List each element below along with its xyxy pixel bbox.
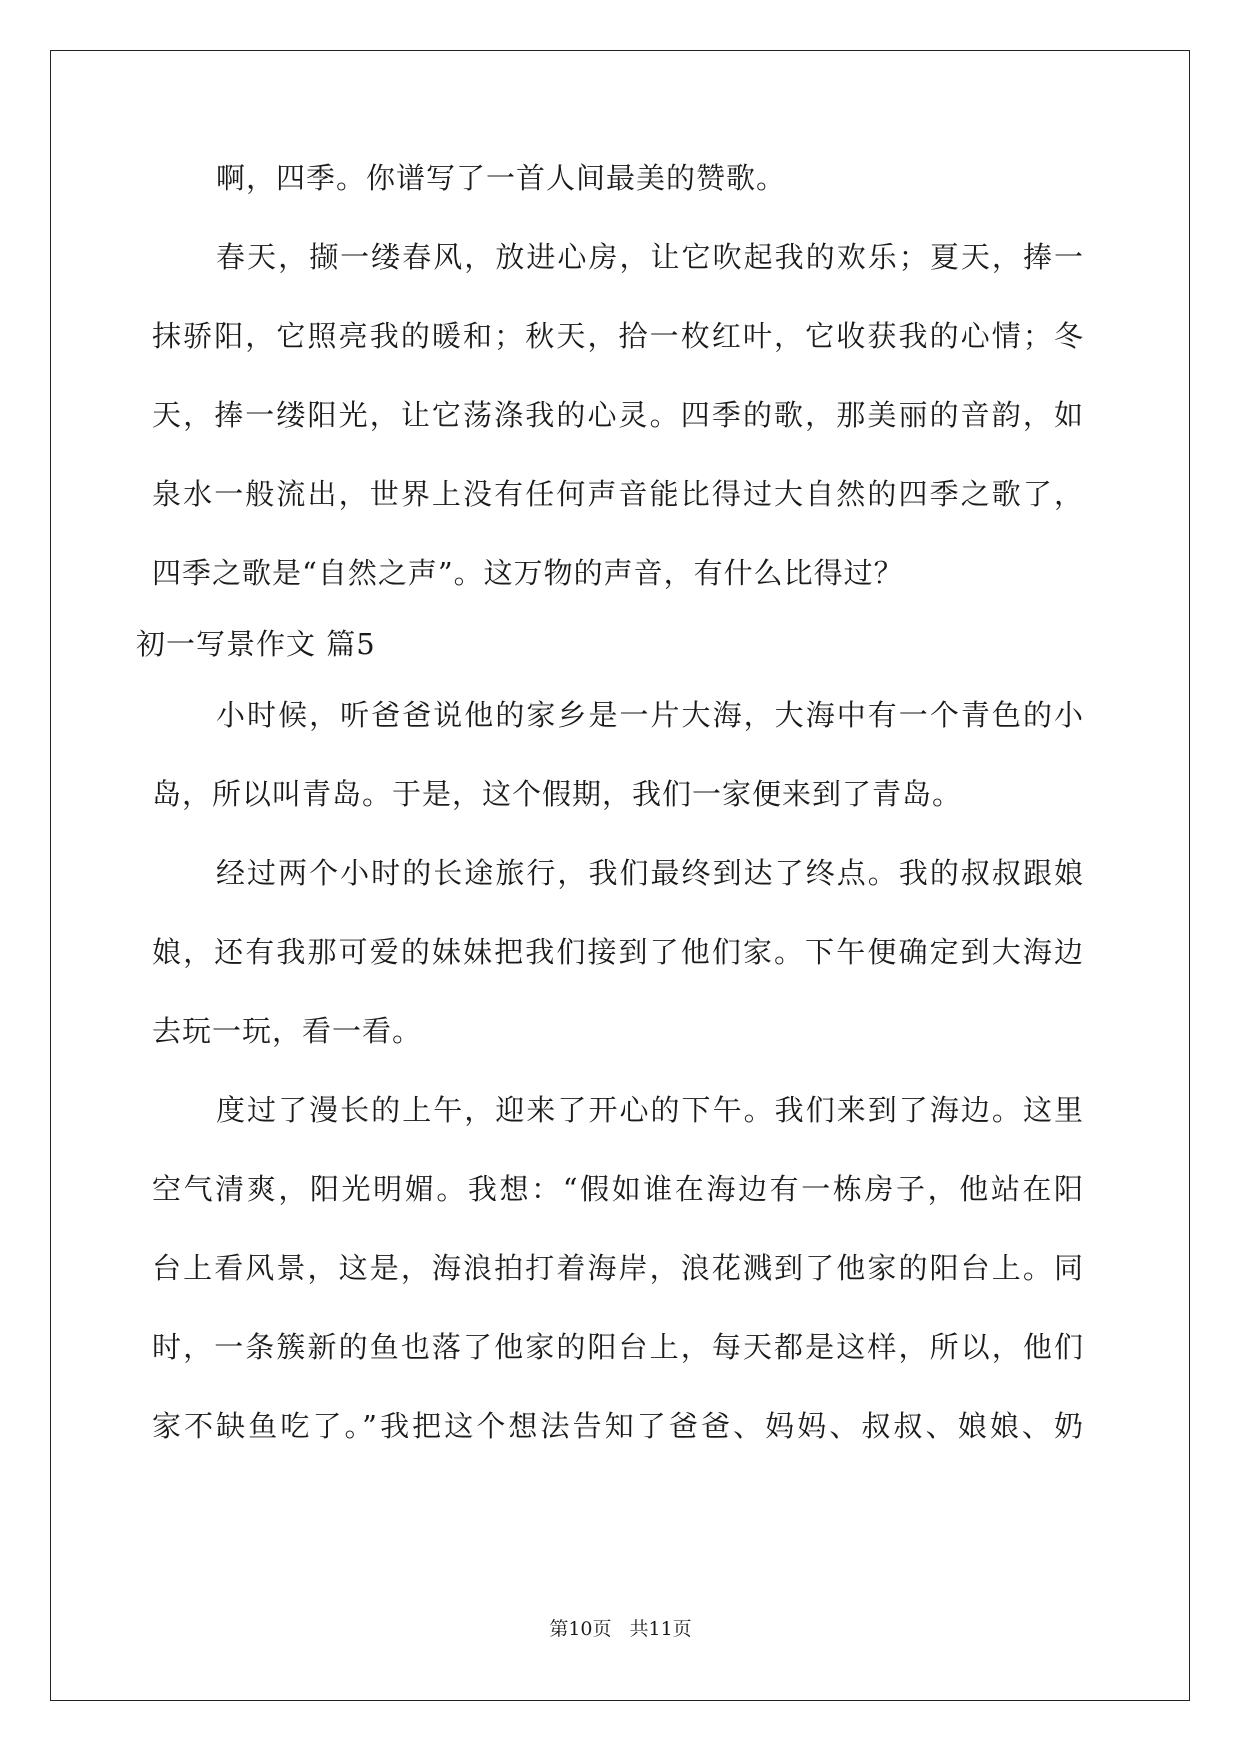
paragraph-line: 台上看风景，这是，海浪拍打着海岸，浪花溅到了他家的阳台上。同: [152, 1251, 1084, 1285]
section-heading: 初一写景作文 篇5: [136, 627, 376, 661]
paragraph-line: 空气清爽，阳光明媚。我想：“假如谁在海边有一栋房子，他站在阳: [152, 1172, 1084, 1206]
paragraph-line: 经过两个小时的长途旅行，我们最终到达了终点。我的叔叔跟娘: [216, 856, 1084, 890]
paragraph-line: 去玩一玩，看一看。: [152, 1014, 423, 1048]
paragraph-line: 时，一条簇新的鱼也落了他家的阳台上，每天都是这样，所以，他们: [152, 1330, 1084, 1364]
paragraph-line: 啊，四季。你谱写了一首人间最美的赞歌。: [216, 161, 787, 195]
paragraph-line: 四季之歌是“自然之声”。这万物的声音，有什么比得过？: [152, 556, 904, 590]
paragraph-line: 娘，还有我那可爱的妹妹把我们接到了他们家。下午便确定到大海边: [152, 935, 1084, 969]
paragraph-line: 泉水一般流出，世界上没有任何声音能比得过大自然的四季之歌了，: [152, 477, 1084, 511]
page-total: 共11页: [629, 1618, 692, 1640]
paragraph-line: 春天，撷一缕春风，放进心房，让它吹起我的欢乐；夏天，捧一: [216, 240, 1084, 274]
paragraph-line: 抹骄阳，它照亮我的暖和；秋天，拾一枚红叶，它收获我的心情；冬: [152, 319, 1084, 353]
paragraph-line: 天，捧一缕阳光，让它荡涤我的心灵。四季的歌，那美丽的音韵，如: [152, 398, 1084, 432]
page-number: 第10页: [549, 1618, 612, 1640]
paragraph-line: 度过了漫长的上午，迎来了开心的下午。我们来到了海边。这里: [216, 1093, 1084, 1127]
page-footer: [0, 1617, 1241, 1641]
paragraph-line: 家不缺鱼吃了。”我把这个想法告知了爸爸、妈妈、叔叔、娘娘、奶: [152, 1409, 1084, 1443]
paragraph-line: 岛，所以叫青岛。于是，这个假期，我们一家便来到了青岛。: [152, 777, 963, 811]
paragraph-line: 小时候，听爸爸说他的家乡是一片大海，大海中有一个青色的小: [216, 698, 1084, 732]
